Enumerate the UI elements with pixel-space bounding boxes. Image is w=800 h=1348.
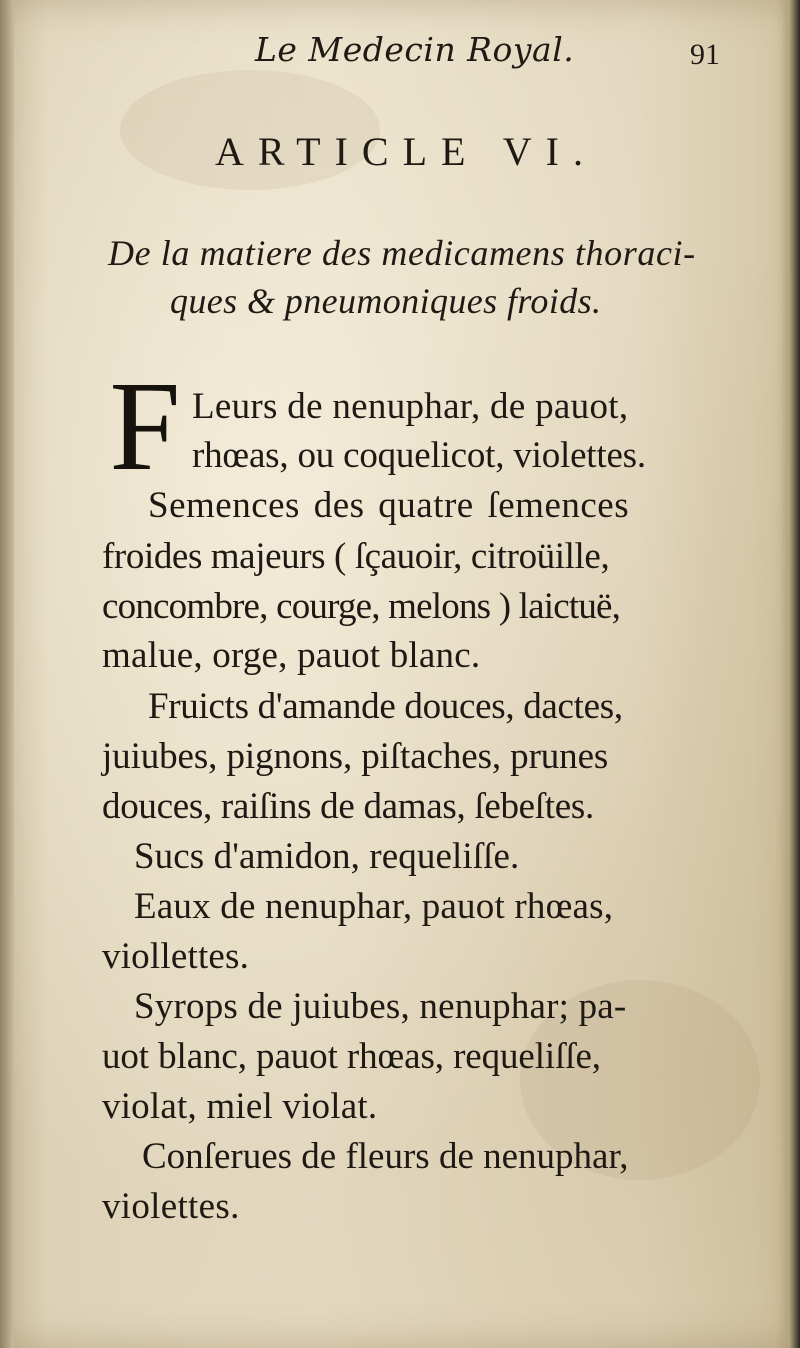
running-title: Le Medecin Royal. xyxy=(255,30,575,69)
text-line: Syrops de juiubes, nenuphar; pa- xyxy=(134,986,627,1027)
text-line: Leurs de nenuphar, de pauot, xyxy=(192,386,629,427)
text-line: juiubes, pignons, piſtaches, prunes xyxy=(102,736,609,777)
text-line: Conſerues de fleurs de nenuphar, xyxy=(142,1136,629,1177)
text-line: malue, orge, pauot blanc. xyxy=(102,635,481,676)
text-line: uot blanc, pauot rhœas, requeliſſe, xyxy=(102,1036,601,1077)
text-line: douces, raiſins de damas, ſebeſtes. xyxy=(102,786,594,827)
text-line: concombre, courge, melons ) laictuë, xyxy=(102,586,621,627)
page-outer-edge xyxy=(782,0,800,1348)
page-gutter-edge xyxy=(0,0,14,1348)
text-line: Sucs d'amidon, requeliſſe. xyxy=(134,836,520,877)
text-line: Semences des quatre ſemences xyxy=(148,485,630,526)
text-line: rhœas, ou coquelicot, violettes. xyxy=(192,435,646,476)
text-line: Fruicts d'amande douces, dactes, xyxy=(148,686,623,727)
page-number: 91 xyxy=(690,38,720,71)
article-heading: ARTICLE VI. xyxy=(215,129,597,174)
section-subtitle-line-2: ques & pneumoniques froids. xyxy=(170,281,602,321)
text-line: violat, miel violat. xyxy=(102,1086,378,1127)
text-line: violettes. xyxy=(102,1186,240,1227)
drop-capital: F xyxy=(109,355,181,497)
text-line: froides majeurs ( ſçauoir, citroüille, xyxy=(102,536,610,577)
section-subtitle-line-1: De la matiere des medicamens thoraci- xyxy=(108,233,696,273)
text-line: viollettes. xyxy=(102,936,250,977)
text-line: Eaux de nenuphar, pauot rhœas, xyxy=(134,886,614,927)
